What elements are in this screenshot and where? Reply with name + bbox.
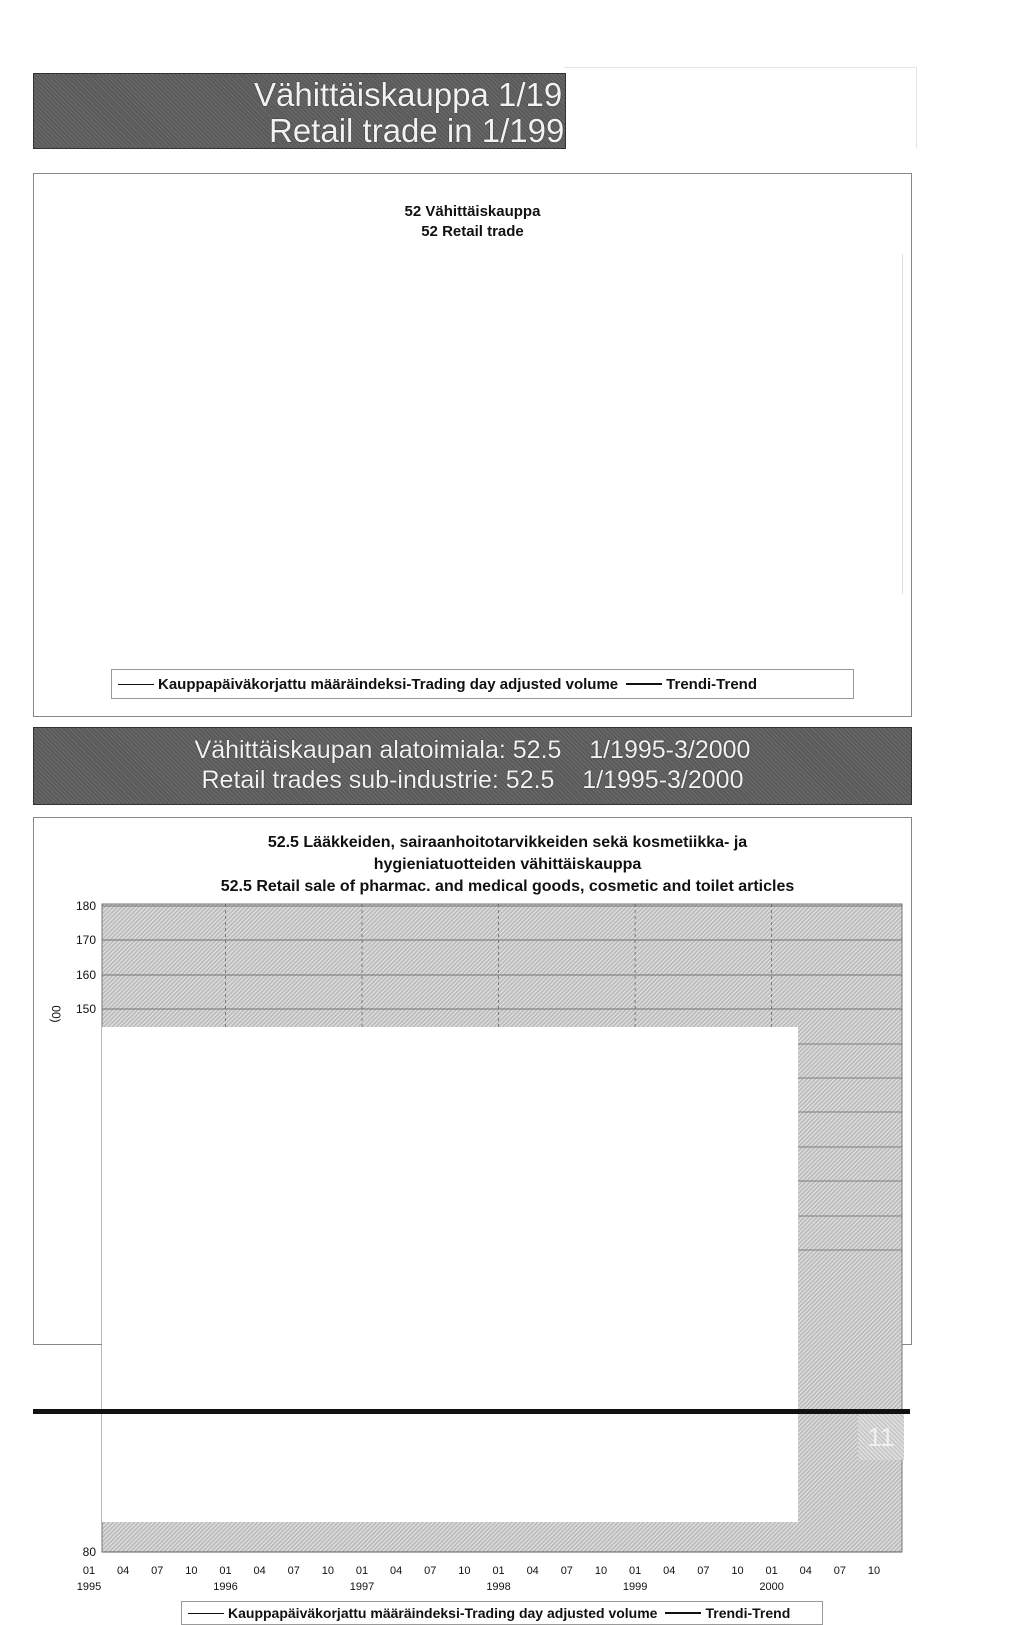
x-year-label-2000: 2000 (759, 1581, 784, 1593)
legend-series2-label: Trendi-Trend (666, 675, 757, 693)
page-number (858, 1414, 904, 1460)
chart-panel-retail-trade (33, 173, 912, 717)
banner-sub-title-en: Retail trades sub-industrie: 52.5 1/1995-3/2000 (201, 766, 744, 794)
chart2-legend (181, 1601, 823, 1625)
x-tick-month-22: 07 (833, 1565, 846, 1577)
chart1-title-en: 52 Retail trade (421, 223, 524, 240)
x-tick-month-9: 04 (390, 1565, 403, 1577)
x-tick-month-10: 07 (424, 1565, 437, 1577)
chart2-title-line3: 52.5 Retail sale of pharmac. and medical goods, cosmetic and toilet articles (220, 878, 795, 895)
banner-sub-title-fi: Vähittäiskaupan alatoimiala: 52.5 1/1995-3/2000 (194, 736, 751, 764)
y-axis-label: 00) (49, 1005, 63, 1023)
x-tick-month-19: 10 (731, 1565, 744, 1577)
x-tick-month-21: 04 (799, 1565, 812, 1577)
x-year-label-1998: 1998 (486, 1581, 511, 1593)
x-tick-month-7: 10 (321, 1565, 335, 1577)
chart2-title-line2: hygieniatuotteiden vähittäiskauppa (373, 856, 642, 873)
x-tick-month-18: 07 (697, 1565, 710, 1577)
x-year-label-1995: 1995 (76, 1581, 102, 1593)
legend2-series1-swatch (188, 1613, 224, 1614)
x-tick-month-1: 04 (117, 1565, 130, 1577)
footer-rule (33, 1409, 910, 1414)
banner-top-title-en: Retail trade in 1/199 (269, 112, 565, 149)
x-tick-month-13: 04 (526, 1565, 539, 1577)
x-tick-month-0: 01 (82, 1565, 96, 1577)
section-banner-subindustry (33, 727, 912, 805)
x-tick-month-5: 04 (253, 1565, 266, 1577)
x-tick-month-16: 01 (628, 1565, 642, 1577)
chart1-title-fi: 52 Vähittäiskauppa (404, 203, 541, 220)
x-year-label-1997: 1997 (349, 1581, 375, 1593)
legend-series2-swatch (626, 683, 662, 685)
x-tick-month-4: 01 (219, 1565, 232, 1577)
x-tick-month-17: 04 (663, 1565, 676, 1577)
x-tick-month-6: 07 (287, 1565, 300, 1577)
x-tick-month-15: 10 (594, 1565, 608, 1577)
legend2-series1-label: Kauppapäiväkorjattu määräindeksi-Trading day adjusted volume (228, 1605, 658, 1621)
legend2-series2-swatch (665, 1612, 701, 1614)
chart1-border-fragment (902, 254, 903, 594)
plot-blank-region (102, 1027, 798, 1522)
section-banner-top (33, 73, 566, 149)
legend-series1-swatch (118, 684, 154, 685)
banner-top-title-fi: Vähittäiskauppa 1/19 (254, 76, 563, 113)
x-tick-month-23: 10 (867, 1565, 881, 1577)
x-tick-month-12: 01 (492, 1565, 505, 1577)
banner-top-outline (564, 67, 917, 148)
legend-series1-label: Kauppapäiväkorjattu määräindeksi-Trading day adjusted volume (158, 675, 619, 693)
y-tick-label-150: 150 (75, 1002, 96, 1016)
x-tick-month-11: 10 (458, 1565, 471, 1577)
y-tick-label-180: 180 (75, 899, 96, 913)
x-tick-month-8: 01 (355, 1565, 369, 1577)
y-tick-label-80: 80 (82, 1545, 96, 1559)
x-year-label-1999: 1999 (622, 1581, 648, 1593)
x-tick-month-2: 07 (151, 1565, 164, 1577)
x-tick-month-3: 10 (185, 1565, 198, 1577)
legend2-series2-label: Trendi-Trend (705, 1605, 791, 1621)
page-number-label: 11 (867, 1421, 895, 1452)
x-tick-month-14: 07 (560, 1565, 573, 1577)
chart2-title-line1: 52.5 Lääkkeiden, sairaanhoitotarvikkeiden sekä kosmetiikka- ja (267, 834, 748, 851)
x-tick-month-20: 01 (765, 1565, 778, 1577)
chart1-legend (111, 669, 854, 699)
y-tick-label-160: 160 (75, 968, 96, 982)
chart1-title (34, 202, 911, 242)
y-tick-label-170: 170 (75, 933, 96, 947)
x-year-label-1996: 1996 (213, 1581, 238, 1593)
